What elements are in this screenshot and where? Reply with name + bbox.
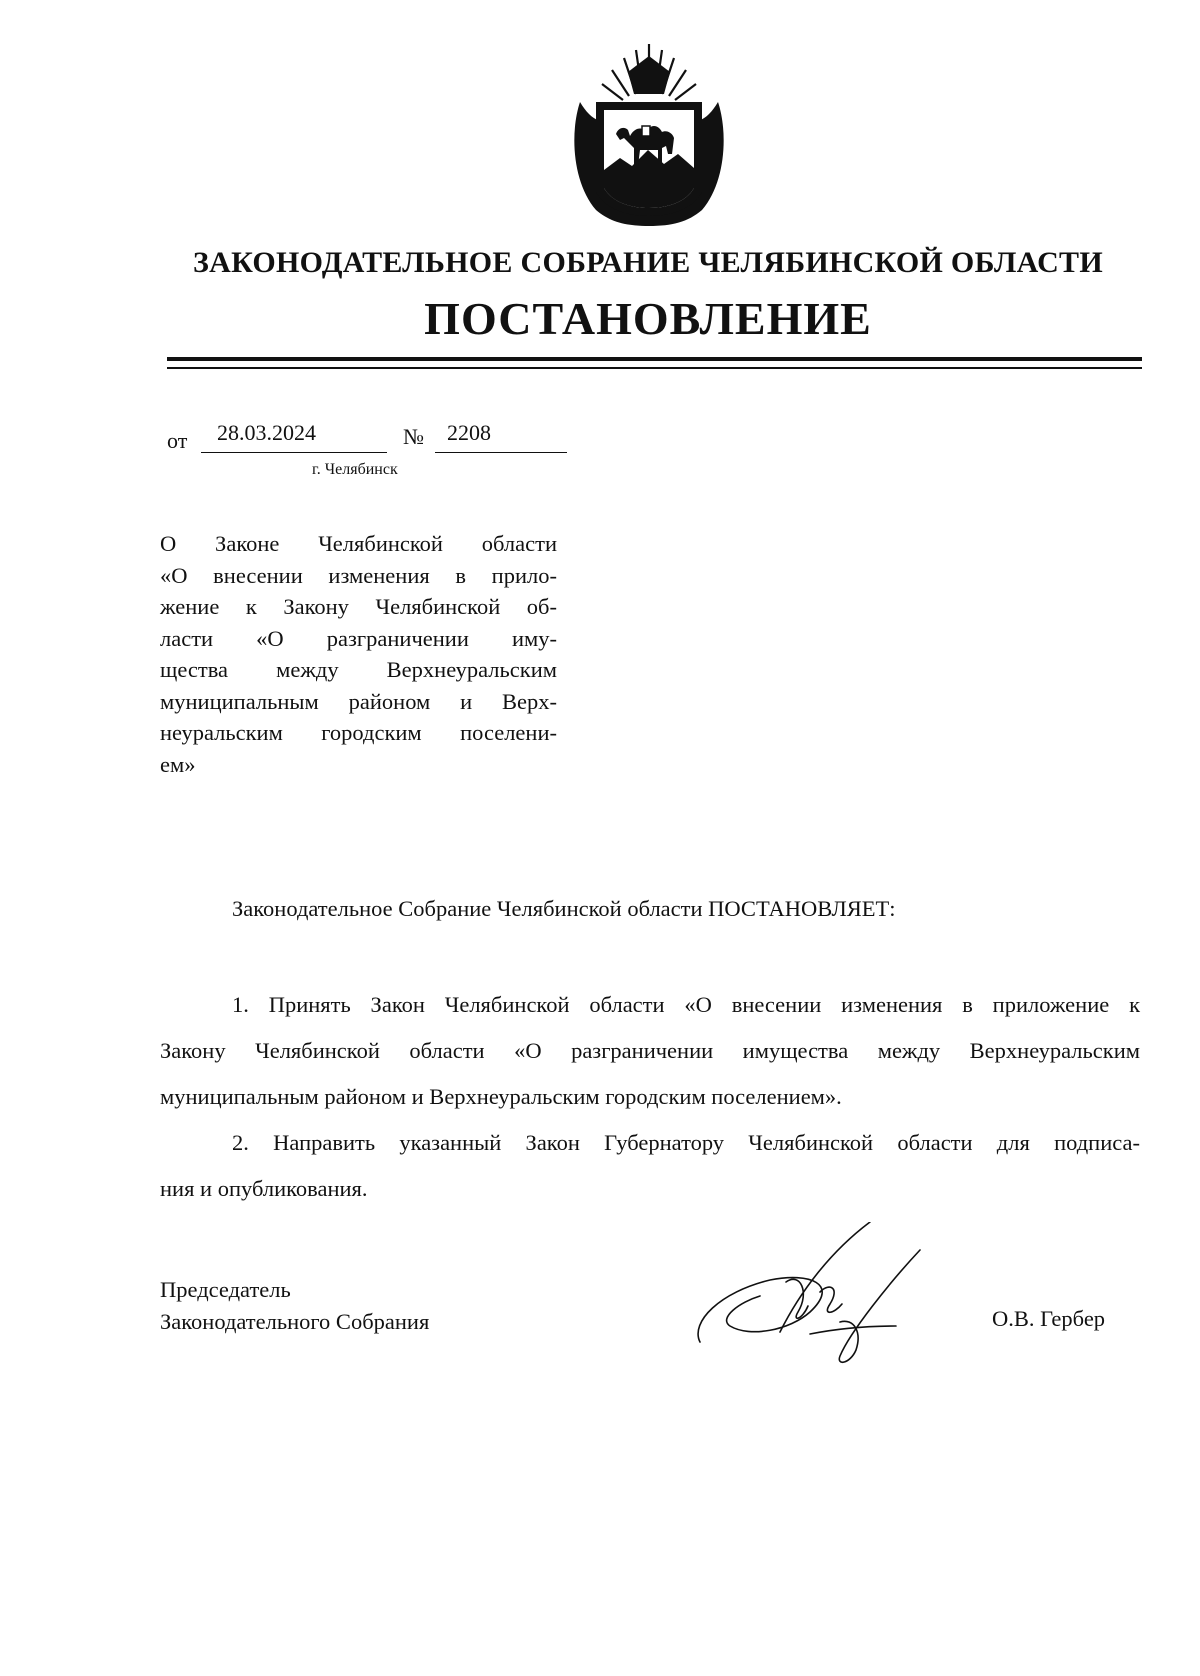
paragraph-line: 1. Принять Закон Челябинской области «О внесении изменения в приложение к <box>232 992 1140 1017</box>
subject-line: «О внесении изменения в прило- <box>160 562 557 588</box>
handwritten-signature-icon <box>690 1222 930 1364</box>
subject-line: муниципальным районом и Верх- <box>160 688 557 714</box>
subject-line: щества между Верхнеуральским <box>160 657 557 682</box>
number-underline <box>435 452 567 453</box>
subject-line: ласти «О разграничении иму- <box>160 625 557 651</box>
paragraph-1 <box>160 982 1140 1120</box>
date-prefix: от <box>167 428 188 453</box>
header-rule-thin <box>167 367 1142 369</box>
document-type: ПОСТАНОВЛЕНИЕ <box>424 293 872 344</box>
number-prefix: № <box>403 424 424 449</box>
signer-name: О.В. Гербер <box>992 1306 1106 1331</box>
preamble: Законодательное Собрание Челябинской области ПОСТАНОВЛЯЕТ: <box>232 896 896 921</box>
paragraph-line: Закону Челябинской области «О разграничении имущества между Верхнеуральским <box>160 1038 1140 1063</box>
paragraph-2 <box>160 1120 1140 1212</box>
subject-line: ем» <box>160 751 196 777</box>
subject-line: жение к Закону Челябинской об- <box>160 594 557 619</box>
date-underline <box>201 452 387 453</box>
header-rule-thick <box>167 357 1142 361</box>
document-number: 2208 <box>447 420 491 445</box>
date-number-row <box>167 420 587 460</box>
document-subject <box>160 528 557 780</box>
signatory-title <box>160 1274 429 1338</box>
paragraph-line: ния и опубликования. <box>160 1176 368 1201</box>
organization-name: ЗАКОНОДАТЕЛЬНОЕ СОБРАНИЕ ЧЕЛЯБИНСКОЙ ОБЛАСТИ <box>193 246 1103 279</box>
signatory-title-line: Председатель <box>160 1277 291 1302</box>
signatory-title-line: Законодательного Собрания <box>160 1309 430 1334</box>
subject-line: О Законе Челябинской области <box>160 531 557 556</box>
document-date: 28.03.2024 <box>217 420 316 445</box>
city: г. Челябинск <box>312 461 398 478</box>
subject-line: неуральским городским поселени- <box>160 720 557 745</box>
paragraph-line: муниципальным районом и Верхнеуральским городским поселением». <box>160 1084 842 1109</box>
coat-of-arms-icon <box>566 42 732 227</box>
paragraph-line: 2. Направить указанный Закон Губернатору Челябинской области для подписа- <box>232 1130 1140 1155</box>
